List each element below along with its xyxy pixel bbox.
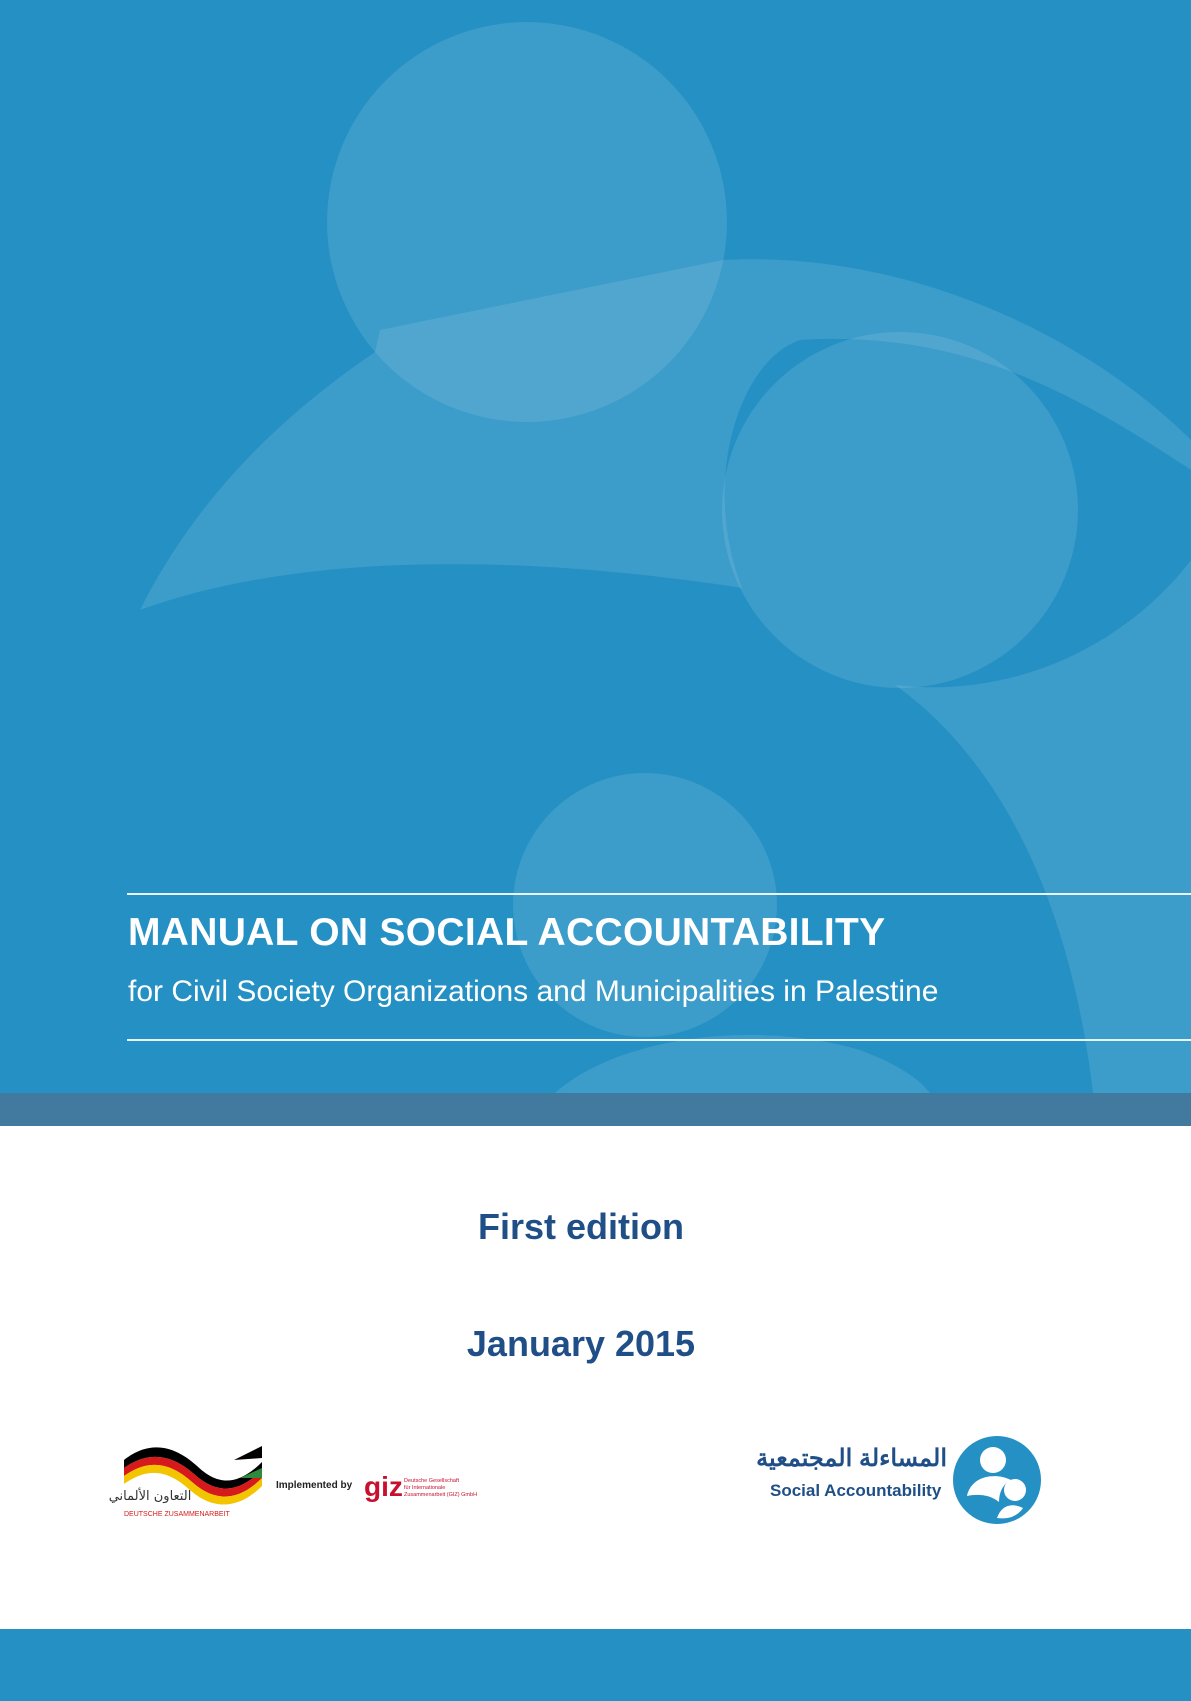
- svg-text:DEUTSCHE ZUSAMMENARBEIT: DEUTSCHE ZUSAMMENARBEIT: [124, 1511, 230, 1518]
- svg-text:التعاون الألماني: التعاون الألماني: [108, 1489, 192, 1504]
- svg-text:Implemented by: Implemented by: [276, 1480, 353, 1491]
- document-title: MANUAL ON SOCIAL ACCOUNTABILITY: [128, 911, 886, 954]
- logo-arabic-name: المساءلة المجتمعية: [756, 1445, 947, 1472]
- svg-text:Zusammenarbeit (GIZ) GmbH: Zusammenarbeit (GIZ) GmbH: [404, 1492, 478, 1498]
- german-cooperation-logo: [109, 1446, 262, 1518]
- title-bottom-rule: [127, 1039, 1191, 1041]
- divider-band: [0, 1093, 1191, 1126]
- family-emblem-icon: [949, 1432, 1045, 1528]
- svg-text:Deutsche Gesellschaft: Deutsche Gesellschaft: [404, 1478, 460, 1484]
- edition-label: First edition: [478, 1206, 684, 1247]
- footer-bar: [0, 1629, 1191, 1701]
- document-subtitle: for Civil Society Organizations and Municipalities in Palestine: [128, 975, 939, 1008]
- partner-logos: [108, 1438, 482, 1520]
- svg-text:für Internationale: für Internationale: [404, 1485, 446, 1491]
- publication-date: January 2015: [466, 1323, 696, 1364]
- giz-logo: [364, 1471, 477, 1502]
- svg-text:giz: giz: [364, 1471, 403, 1502]
- social-accountability-logo: [756, 1432, 1045, 1528]
- title-top-rule: [127, 893, 1191, 895]
- logo-english-name: Social Accountability: [770, 1481, 942, 1500]
